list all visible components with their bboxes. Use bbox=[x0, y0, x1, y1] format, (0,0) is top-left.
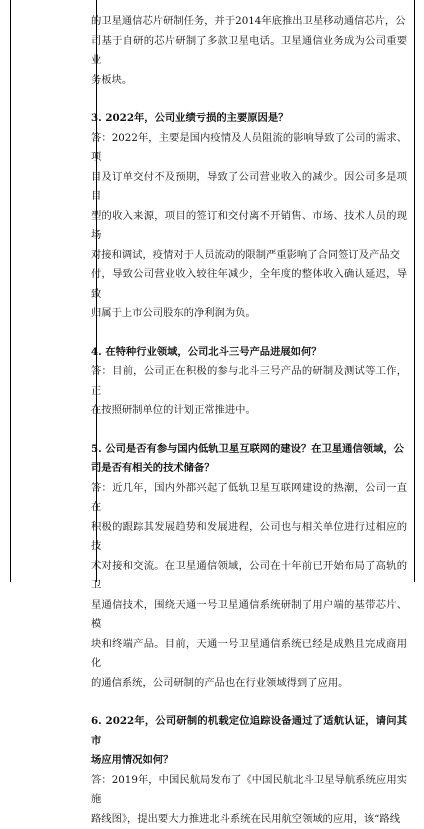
text-line: 司基于自研的芯片研制了多款卫星电话。卫星通信业务成为公司重要业 bbox=[91, 32, 407, 71]
intro-paragraph bbox=[91, 12, 407, 90]
qa-item-3 bbox=[91, 109, 407, 324]
question-line: 场应用情况如何？ bbox=[91, 751, 407, 771]
answer-line: 答：2022年，主要是国内疫情及人员阻流的影响导致了公司的需求、项 bbox=[91, 129, 407, 168]
question-line: 4. 在特种行业领域，公司北斗三号产品进展如何？ bbox=[91, 343, 407, 363]
answer-line: 目及订单交付不及预期，导致了公司营业收入的减少。因公司多是项目 bbox=[91, 168, 407, 207]
qa-item-4 bbox=[91, 343, 407, 421]
answer-line: 付，导致公司营业收入较往年减少，全年度的整体收入确认延迟，导致 bbox=[91, 265, 407, 304]
answer-line: 在按照研制单位的计划正常推进中。 bbox=[91, 401, 407, 421]
question-line: 司是否有相关的技术储备？ bbox=[91, 459, 407, 479]
answer-line: 星通信技术，围绕天通一号卫星通信系统研制了用户端的基带芯片、模 bbox=[91, 596, 407, 635]
answer-line: 答：2019年，中国民航局发布了《中国民航北斗卫星导航系统应用实施 bbox=[91, 771, 407, 810]
text-line: 务板块。 bbox=[91, 71, 407, 91]
answer-line: 归属于上市公司股东的净利润为负。 bbox=[91, 304, 407, 324]
answer-line: 答：目前，公司正在积极的参与北斗三号产品的研制及测试等工作，正 bbox=[91, 362, 407, 401]
answer-line: 型的收入来源，项目的签订和交付离不开销售、市场、技术人员的现场 bbox=[91, 207, 407, 246]
answer-line: 路线图》，提出要大力推进北斗系统在民用航空领域的应用，该“路线 bbox=[91, 810, 407, 829]
answer-line: 术对接和交流。在卫星通信领域，公司在十年前已开始布局了高轨的卫 bbox=[91, 557, 407, 596]
question-line: 5. 公司是否有参与国内低轨卫星互联网的建设？在卫星通信领域，公 bbox=[91, 440, 407, 460]
text-line: 的卫星通信芯片研制任务，并于2014年底推出卫星移动通信芯片，公 bbox=[91, 12, 407, 32]
answer-line: 块和终端产品。目前，天通一号卫星通信系统已经是成熟且完成商用化 bbox=[91, 635, 407, 674]
answer-line: 的通信系统，公司研制的产品也在行业领域得到了应用。 bbox=[91, 674, 407, 694]
question-line: 6. 2022年，公司研制的机载定位追踪设备通过了适航认证，请问其市 bbox=[91, 712, 407, 751]
qa-item-5 bbox=[91, 440, 407, 694]
qa-item-6 bbox=[91, 712, 407, 829]
answer-line: 对接和调试，疫情对于人员流动的限制严重影响了合同签订及产品交 bbox=[91, 246, 407, 266]
answer-line: 积极的跟踪其发展趋势和发展进程，公司也与相关单位进行过相应的技 bbox=[91, 518, 407, 557]
question-line: 3. 2022年，公司业绩亏损的主要原因是？ bbox=[91, 109, 407, 129]
answer-line: 答：近几年，国内外都兴起了低轨卫星互联网建设的热潮，公司一直在 bbox=[91, 479, 407, 518]
document-content bbox=[91, 12, 407, 829]
